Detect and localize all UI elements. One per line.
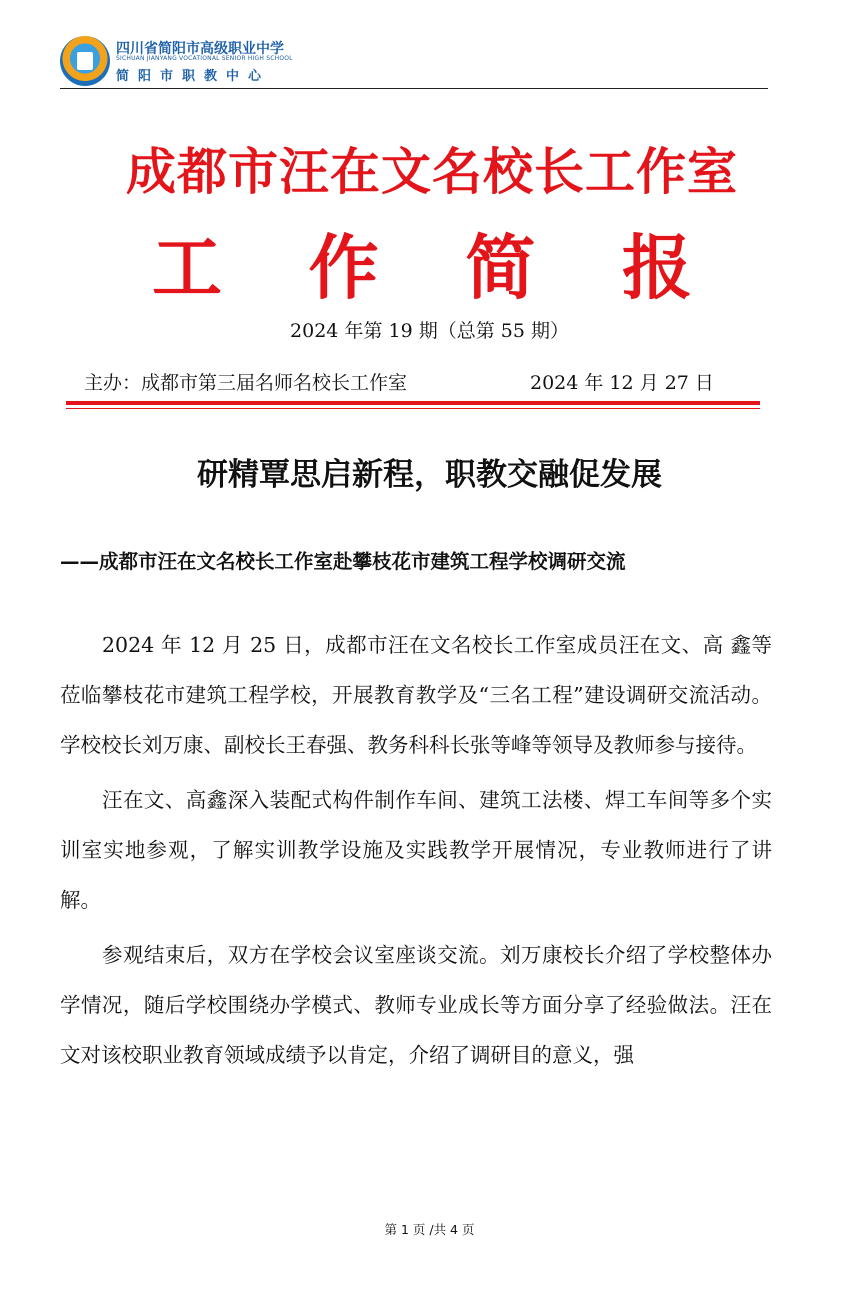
sponsor: 主办：成都市第三届名师名校长工作室	[84, 372, 408, 394]
red-divider-thin	[66, 408, 760, 409]
article-title: 研精覃思启新程，职教交融促发展	[197, 457, 662, 493]
paragraph: 2024 年 12 月 25 日，成都市汪在文名校长工作室成员汪在文、高 鑫等莅临攀枝花市建筑工程学校，开展教育教学及“三名工程”建设调研交流活动。学校校长刘万康、副校长王春强、教务科科长张等峰等领导及教师参与接待。	[60, 633, 772, 757]
article-body	[60, 620, 772, 1085]
school-header	[60, 30, 768, 90]
bulletin-char: 工	[152, 227, 222, 309]
red-divider-thick	[66, 401, 760, 405]
studio-title: 成都市汪在文名校长工作室	[126, 143, 738, 201]
bulletin-title	[152, 212, 692, 309]
bulletin-char: 简	[465, 227, 536, 309]
article-subtitle: ——成都市汪在文名校长工作室赴攀枝花市建筑工程学校调研交流	[60, 550, 626, 573]
school-emblem-icon	[60, 36, 110, 86]
paragraph: 参观结束后，双方在学校会议室座谈交流。刘万康校长介绍了学校整体办学情况，随后学校围绕办学模式、教师专业成长等方面分享了经验做法。汪在文对该校职业教育领域成绩予以肯定，介绍了调研目的意义，强	[60, 943, 772, 1067]
bulletin-char: 作	[308, 227, 379, 309]
page-number: 第 1 页 /共 4 页	[384, 1222, 475, 1237]
issue-number: 2024 年第 19 期（总第 55 期）	[290, 320, 569, 342]
school-name-en: SICHUAN JIANYANG VOCATIONAL SENIOR HIGH SCHOOL	[116, 55, 293, 62]
paragraph: 汪在文、高鑫深入装配式构件制作车间、建筑工法楼、焊工车间等多个实训室实地参观，了解实训教学设施及实践教学开展情况，专业教师进行了讲解。	[60, 788, 772, 912]
bulletin-char: 报	[621, 227, 692, 309]
school-name-cn: 四川省简阳市高级职业中学	[116, 41, 284, 57]
publish-date: 2024 年 12 月 27 日	[530, 372, 714, 394]
header-divider	[60, 88, 768, 89]
school-subtitle: 简阳市职教中心	[116, 69, 271, 84]
